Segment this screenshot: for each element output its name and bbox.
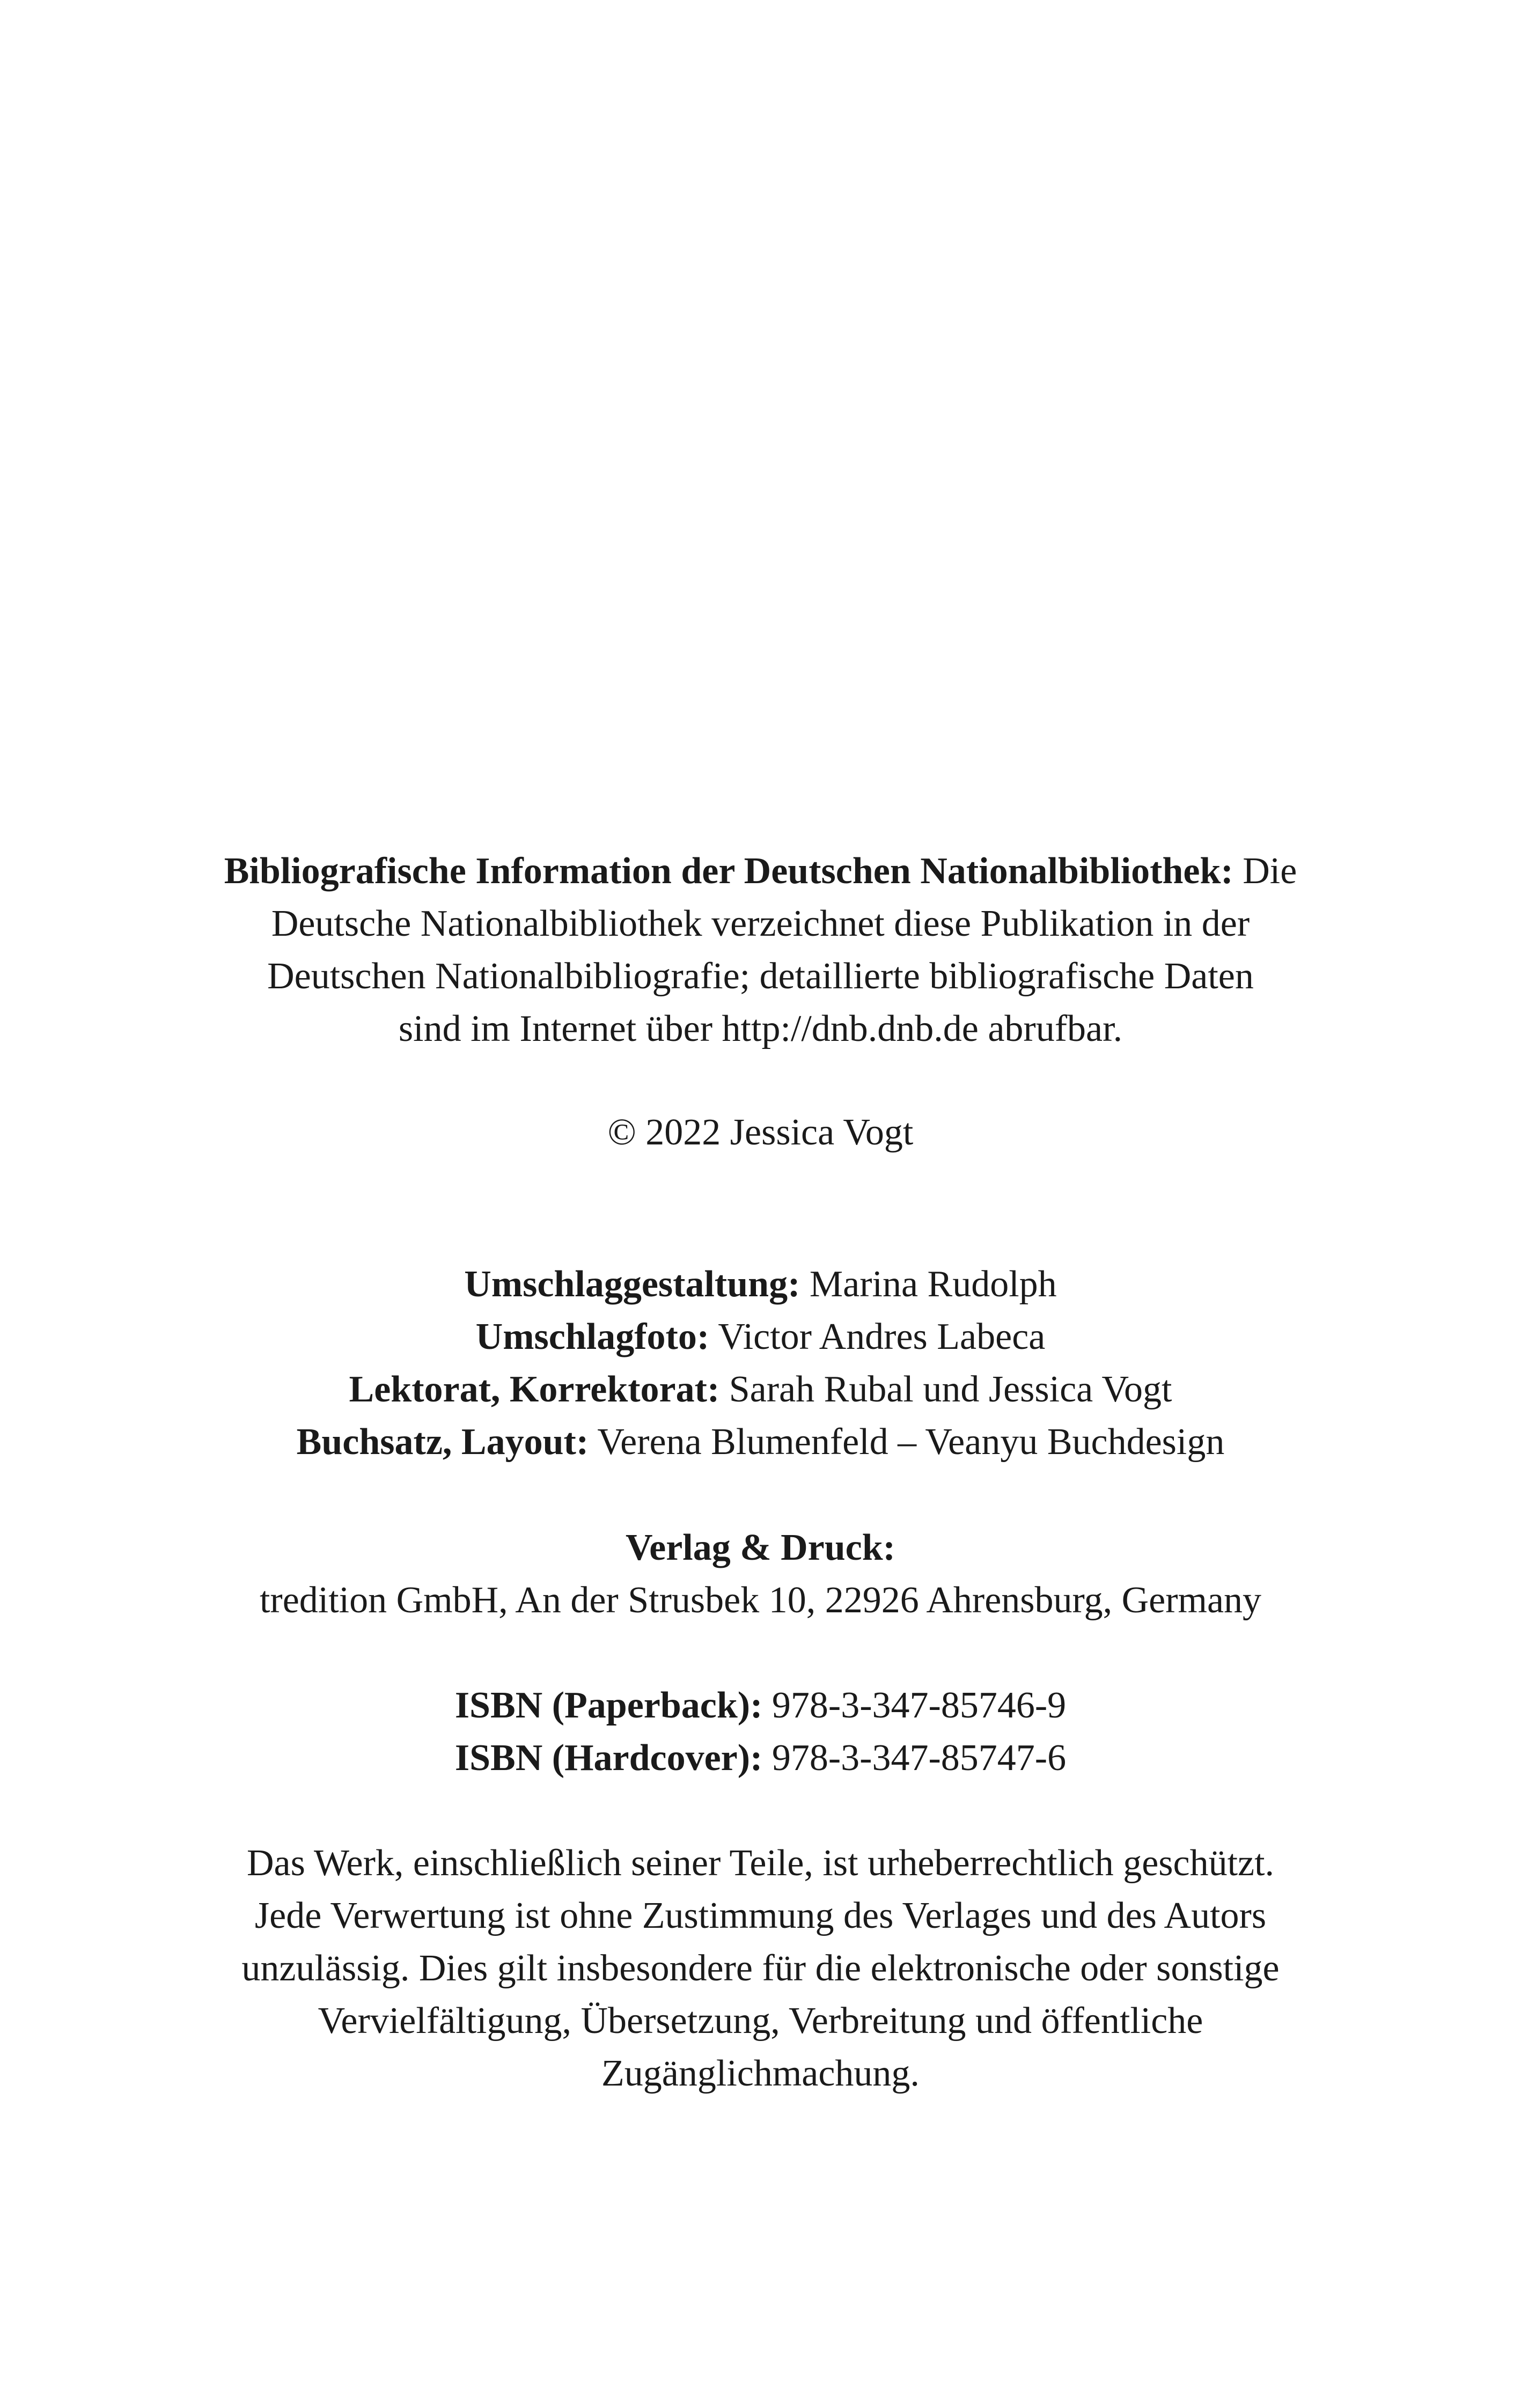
legal-line-2: Jede Verwertung ist ohne Zustimmung des Verlages und des Autors (254, 1895, 1267, 1936)
publisher-label: Verlag & Druck: (626, 1527, 895, 1568)
credit-label: Umschlagfoto: (475, 1316, 710, 1357)
credit-value: Marina Rudolph (800, 1264, 1057, 1305)
dnb-line-4: sind im Internet über http://dnb.dnb.de abrufbar. (398, 1008, 1123, 1049)
publisher-info (161, 1522, 1360, 1627)
dnb-line-2: Deutsche Nationalbibliothek verzeichnet diese Publikation in der (271, 903, 1250, 944)
credit-label: Buchsatz, Layout: (296, 1421, 589, 1463)
copyright-legal-notice (161, 1837, 1360, 2100)
isbn-label: ISBN (Hardcover): (454, 1737, 763, 1779)
isbn-label: ISBN (Paperback): (454, 1685, 763, 1726)
isbn-value: 978-3-347-85747-6 (762, 1737, 1067, 1779)
credit-value: Victor Andres Labeca (709, 1316, 1046, 1357)
credit-cover-photo (161, 1311, 1360, 1363)
credit-value: Verena Blumenfeld – Veanyu Buchdesign (589, 1421, 1225, 1463)
publisher-address: tredition GmbH, An der Strusbek 10, 22926 Ahrensburg, Germany (259, 1580, 1262, 1621)
credit-value: Sarah Rubal und Jessica Vogt (719, 1369, 1172, 1410)
dnb-line-1-rest: Die (1233, 850, 1297, 892)
dnb-line-1 (161, 845, 1360, 898)
credit-label: Lektorat, Korrektorat: (349, 1369, 720, 1410)
credits (161, 1258, 1360, 1469)
legal-line-3: unzulässig. Dies gilt insbesondere für die elektronische oder sonstige (241, 1948, 1280, 1989)
isbn-paperback (161, 1679, 1360, 1732)
isbn-value: 978-3-347-85746-9 (762, 1685, 1067, 1726)
credit-typesetting (161, 1416, 1360, 1469)
credit-cover-design (161, 1258, 1360, 1311)
credit-label: Umschlaggestaltung: (464, 1264, 800, 1305)
credit-editing (161, 1363, 1360, 1416)
imprint-text (161, 845, 1360, 2100)
dnb-notice (161, 845, 1360, 1055)
isbn-info (161, 1679, 1360, 1785)
legal-line-4: Vervielfältigung, Übersetzung, Verbreitung und öffentliche (318, 2000, 1203, 2042)
copyright-line: © 2022 Jessica Vogt (607, 1112, 914, 1153)
copyright-notice (161, 1106, 1360, 1159)
isbn-hardcover (161, 1732, 1360, 1785)
legal-line-5: Zugänglichmachung. (601, 2053, 920, 2094)
legal-line-1: Das Werk, einschließlich seiner Teile, ist urheberrechtlich geschützt. (246, 1842, 1275, 1884)
dnb-line-3: Deutschen Nationalbibliografie; detaillierte bibliografische Daten (267, 956, 1254, 997)
dnb-label: Bibliografische Information der Deutschen Nationalbibliothek: (224, 850, 1233, 892)
